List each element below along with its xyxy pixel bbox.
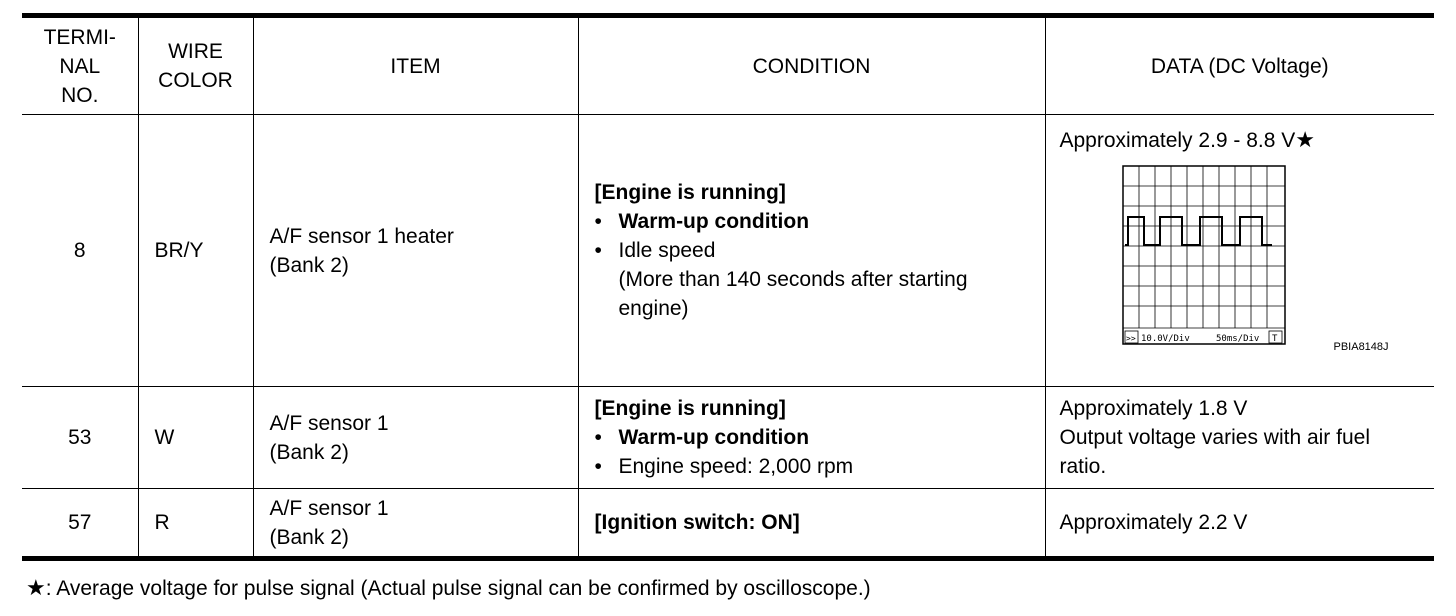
star-icon: ★	[1295, 127, 1316, 152]
table-row	[22, 489, 1434, 559]
bullet-text: Warm-up condition	[618, 426, 810, 449]
condition-heading: [Engine is running]	[594, 397, 786, 420]
data-voltage-text: Approximately 2.9 - 8.8 V	[1059, 129, 1296, 152]
data-line: Output voltage varies with air fuel	[1059, 426, 1370, 449]
header-item: ITEM	[253, 16, 578, 115]
header-terminal-line2: NAL	[59, 54, 101, 78]
bullet-text: Warm-up condition	[618, 210, 810, 233]
header-condition: CONDITION	[578, 16, 1045, 115]
header-terminal-no	[22, 16, 138, 115]
terminal-number: 53	[22, 387, 138, 489]
wire-color: W	[138, 387, 253, 489]
data-cell	[1045, 387, 1434, 489]
header-terminal-line1: TERMI-	[43, 25, 116, 49]
footnote-text: : Average voltage for pulse signal (Actual pulse signal can be confirmed by oscilloscope.)	[45, 577, 871, 600]
condition-bullet: • Warm-up condition	[595, 207, 1045, 236]
data-cell	[1045, 115, 1434, 387]
terminal-number: 57	[22, 489, 138, 559]
item-line: A/F sensor 1 heater	[269, 224, 454, 248]
scope-volt-div: 10.0V/Div	[1140, 334, 1190, 344]
condition-note: (More than 140 seconds after starting	[618, 268, 968, 291]
item-line: (Bank 2)	[269, 440, 349, 464]
condition-bullet: • Warm-up condition	[595, 423, 1045, 452]
data-voltage	[1060, 125, 1316, 155]
item-cell	[253, 489, 578, 559]
item-cell	[253, 115, 578, 387]
oscilloscope-waveform	[1122, 165, 1288, 347]
header-wire-line1: WIRE	[168, 40, 223, 63]
footnote	[26, 575, 871, 601]
condition-cell	[578, 489, 1045, 559]
terminal-data-table	[22, 13, 1434, 561]
header-wire-color	[138, 16, 253, 115]
wire-color: R	[138, 489, 253, 559]
star-icon: ★	[26, 575, 46, 600]
data-line: Approximately 1.8 V	[1059, 397, 1248, 420]
item-line: A/F sensor 1	[269, 496, 389, 520]
header-wire-line2: COLOR	[158, 69, 233, 92]
item-line: (Bank 2)	[269, 525, 349, 549]
data-scope-block	[1059, 115, 1435, 353]
condition-heading: [Ignition switch: ON]	[594, 511, 800, 534]
scope-left-marker: >>	[1125, 334, 1136, 343]
scope-right-marker: T	[1271, 334, 1277, 344]
condition-cell	[578, 387, 1045, 489]
item-line: A/F sensor 1	[269, 411, 389, 435]
data-line: ratio.	[1059, 455, 1107, 478]
item-cell	[253, 387, 578, 489]
item-line: (Bank 2)	[269, 253, 349, 277]
data-line: Approximately 2.2 V	[1059, 511, 1248, 534]
figure-reference: PBIA8148J	[1333, 341, 1389, 353]
table-row	[22, 115, 1434, 387]
bullet-text: Engine speed: 2,000 rpm	[618, 455, 854, 478]
condition-heading: [Engine is running]	[594, 181, 786, 204]
header-terminal-line3: NO.	[61, 83, 99, 107]
condition-cell	[578, 115, 1045, 387]
condition-bullet: • Engine speed: 2,000 rpm	[595, 452, 1045, 481]
condition-bullet: • Idle speed	[595, 236, 1045, 265]
terminal-number: 8	[22, 115, 138, 387]
data-cell	[1045, 489, 1434, 559]
bullet-text: Idle speed	[618, 239, 716, 262]
scope-time-div: 50ms/Div	[1215, 334, 1259, 344]
header-data: DATA (DC Voltage)	[1045, 16, 1434, 115]
condition-note: engine)	[618, 297, 689, 320]
wire-color: BR/Y	[138, 115, 253, 387]
header-row	[22, 16, 1434, 115]
table-row	[22, 387, 1434, 489]
